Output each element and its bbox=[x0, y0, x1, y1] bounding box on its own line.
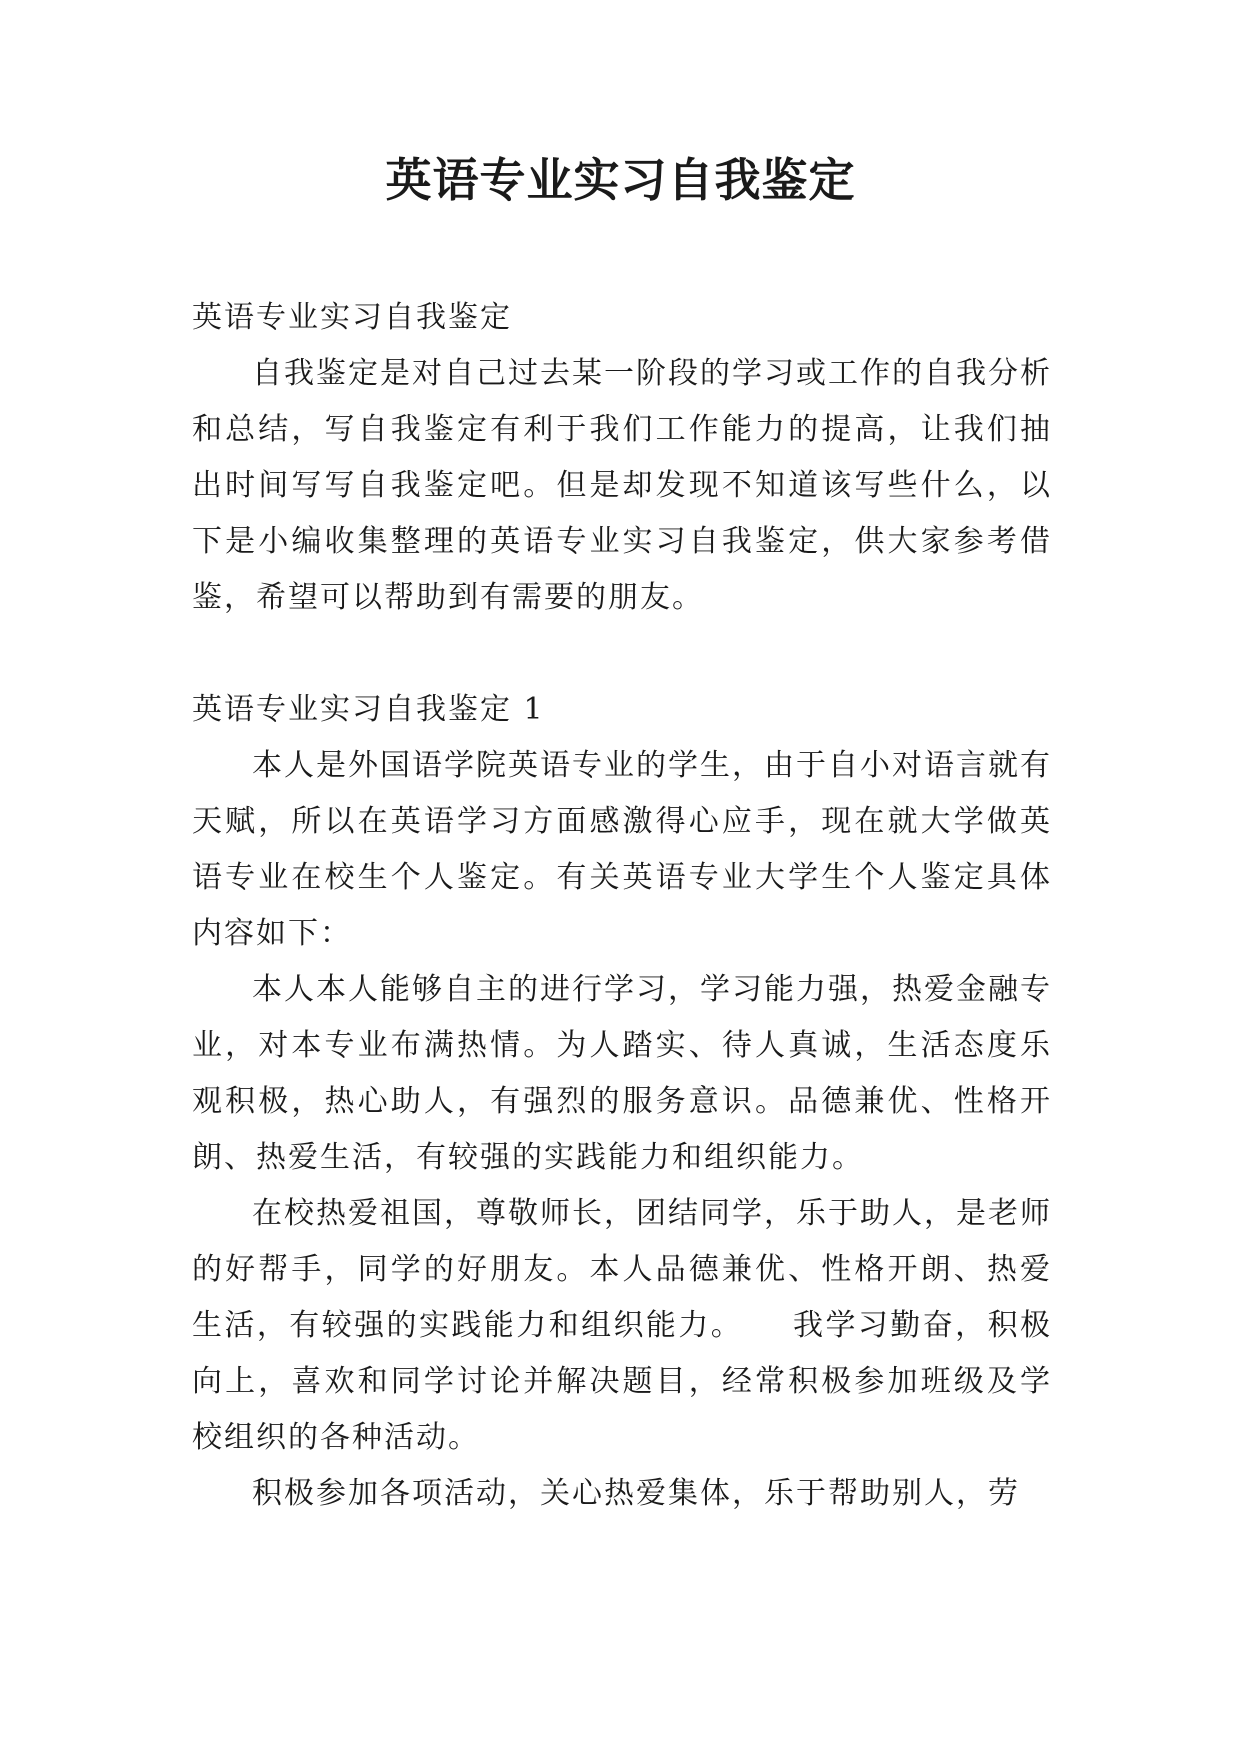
document-body bbox=[192, 290, 1052, 1522]
paragraph: 本人本人能够自主的进行学习，学习能力强，热爱金融专业，对本专业布满热情。为人踏实、待人真诚，生活态度乐观积极，热心助人，有强烈的服务意识。品德兼优、性格开朗、热爱生活，有较强的实践能力和组织能力。 bbox=[192, 972, 1052, 1175]
intro-paragraph: 自我鉴定是对自己过去某一阶段的学习或工作的自我分析和总结，写自我鉴定有利于我们工作能力的提高，让我们抽出时间写写自我鉴定吧。但是却发现不知道该写些什么，以下是小编收集整理的英语专业实习自我鉴定，供大家参考借鉴，希望可以帮助到有需要的朋友。 bbox=[192, 356, 1052, 615]
paragraph: 在校热爱祖国，尊敬师长，团结同学，乐于助人，是老师的好帮手，同学的好朋友。本人品德兼优、性格开朗、热爱生活，有较强的实践能力和组织能力。 我学习勤奋，积极向上，喜欢和同学讨论并解决题目，经常积极参加班级及学校组织的各种活动。 bbox=[192, 1196, 1052, 1455]
page-title: 英语专业实习自我鉴定 bbox=[385, 153, 856, 207]
paragraph: 本人是外国语学院英语专业的学生，由于自小对语言就有天赋，所以在英语学习方面感激得心应手，现在就大学做英语专业在校生个人鉴定。有关英语专业大学生个人鉴定具体内容如下： bbox=[192, 748, 1052, 951]
section-heading-1: 英语专业实习自我鉴定 1 bbox=[192, 692, 545, 727]
section-spacer bbox=[192, 626, 1052, 682]
intro-heading: 英语专业实习自我鉴定 bbox=[192, 300, 512, 335]
paragraph: 积极参加各项活动，关心热爱集体，乐于帮助别人，劳 bbox=[252, 1476, 1020, 1511]
